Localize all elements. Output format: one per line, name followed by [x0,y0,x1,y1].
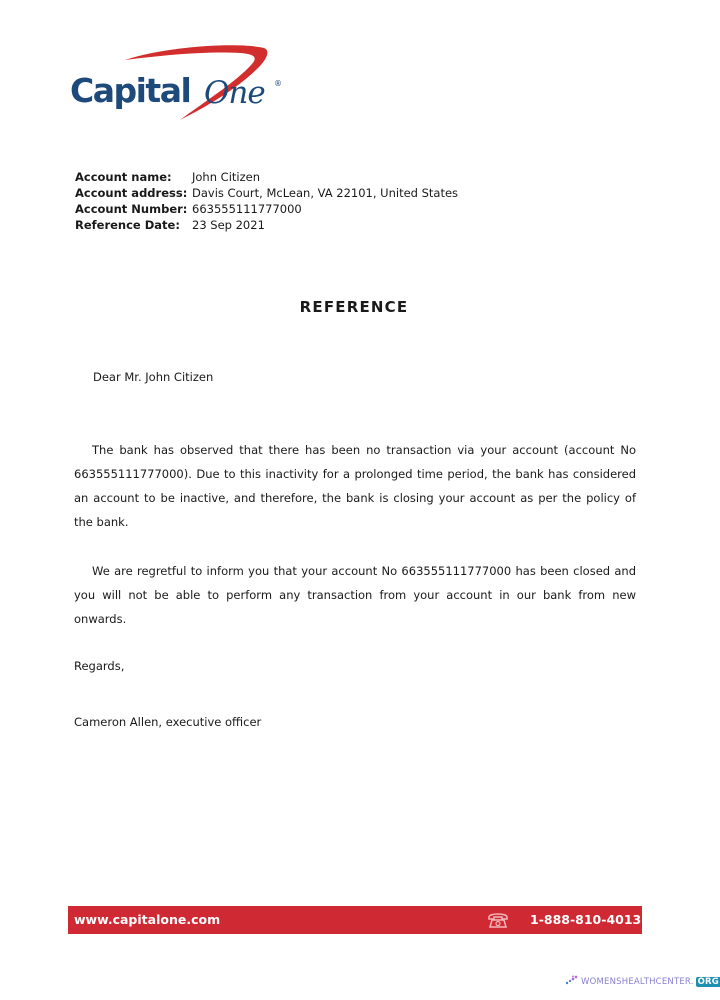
reference-date-label: Reference Date: [75,218,180,232]
document-title: REFERENCE [299,298,409,316]
account-address-value: Davis Court, McLean, VA 22101, United States [192,186,459,200]
reference-date-row [75,217,458,233]
logo-swoosh-icon [68,40,288,125]
website-link[interactable]: www.capitalone.com [74,912,221,927]
salutation: Dear Mr. John Citizen [93,370,214,384]
signature: Cameron Allen, executive officer [74,715,262,729]
account-number-label: Account Number: [75,202,188,216]
svg-text:®: ® [274,79,282,88]
closing: Regards, [74,659,125,673]
body-paragraph-1: The bank has observed that there has been no transaction via your account (account No 663555111777000). Due to this inactivity for a prolonged time period, the bank has considered an account to be inactive, and therefore, the bank is closing your account as per the policy of the bank. [74,443,636,529]
reference-date-value: 23 Sep 2021 [192,218,265,232]
svg-text:Capital: Capital [70,71,191,110]
account-name-label: Account name: [75,170,172,184]
account-address-row [75,185,458,201]
svg-text:One: One [204,75,265,111]
account-name-value: John Citizen [192,170,260,184]
watermark [565,975,720,988]
body-paragraph-2: We are regretful to inform you that your account No 663555111777000 has been closed and you will not be able to perform any transaction from your account in our bank from new onwards. [74,564,636,626]
watermark-badge: ORG [697,976,719,987]
phone-number[interactable]: 1-888-810-4013 [530,912,642,927]
telephone-icon [486,910,510,930]
dots-icon [565,975,579,988]
footer-bar [68,906,642,934]
account-address-label: Account address: [75,186,188,200]
capital-one-logo [68,40,288,125]
account-number-row [75,201,458,217]
account-name-row [75,169,458,185]
watermark-text: WOMENSHEALTHCENTER. [581,976,694,987]
account-info-block [75,169,458,233]
account-number-value: 663555111777000 [192,202,302,216]
